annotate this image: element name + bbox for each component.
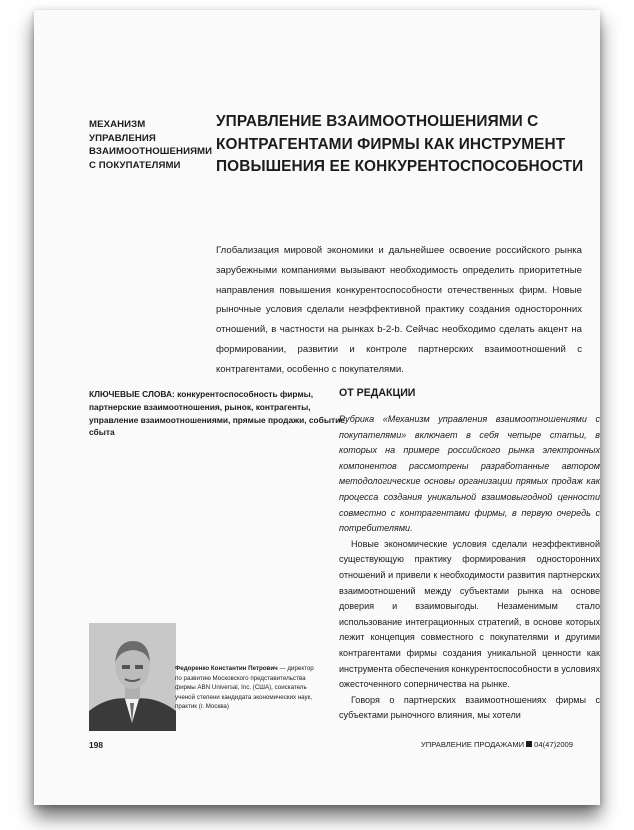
journal-name: УПРАВЛЕНИЕ ПРОДАЖАМИ [420,740,525,749]
editor-intro: Рубрика «Механизм управления взаимоотношениями с покупателями» включает в себя четыре статьи, в которых на примере российского рынка электронных компонентов рассмотрены разработанные автором методологические основы организации прямых продаж как процесса создания уникальной взаимовыгодной ценности совместно с контрагентами фирмы, в первую очередь с потребителями. [339,414,600,534]
editor-column [339,412,600,724]
rubric-label: МЕХАНИЗМ УПРАВЛЕНИЯ ВЗАИМООТНОШЕНИЯМИ С ПОКУПАТЕЛЯМИ [89,119,213,171]
author-portrait-icon [89,623,176,731]
keywords: КЛЮЧЕВЫЕ СЛОВА: конкурентоспособность фирмы, партнерские взаимоотношения, рынок, контрагенты, управление взаимоотношениями, прямые продажи, событие сбыта [89,389,345,438]
author-name: Федоренко Константин Петрович [175,665,278,672]
magazine-page [34,10,600,805]
body-paragraph-1: Новые экономические условия сделали неэффективной существующую практику формирования односторонних отношений и привели к необходимости развития партнерских взаимоотношений между субъектами рынка на основе доверия и взаимовыгоды. Незаменимым стало использование интеграционных стратегий, в основе которых лежит концепция совместного с покупателями и другими контрагентами фирмы создания уникальной ценности как инструмента обеспечения конкурентоспособности в условиях ожесточенного соперничества на рынке. [339,538,600,690]
body-paragraph-2: Говоря о партнерских взаимоотношениях фирмы с субъектами рыночного влияния, мы хотели [339,694,600,721]
lead-paragraph: Глобализация мировой экономики и дальнейшее освоение российского рынка зарубежными компаниями вызывают необходимость определить приоритетные направления повышения конкурентоспособности отечественных фирм. Новые рыночные условия сделали неэффективной практику создания односторонних отношений, в частности на рынках b-2-b. Сейчас необходимо сделать акцент на формировании, развитии и контроле партнерских взаимоотношений с контрагентами, особенно с покупателями. [216,245,582,375]
author-description: — директор по развитию Московского представительства фирмы ABN Universal, Inc. (США), соискатель ученой степени кандидата экономических наук, практик (г. Москва) [175,665,314,710]
journal-issue: 04(47)2009 [534,740,573,749]
author-photo [89,623,176,731]
article-title: УПРАВЛЕНИЕ ВЗАИМООТНОШЕНИЯМИ С КОНТРАГЕНТАМИ ФИРМЫ КАК ИНСТРУМЕНТ ПОВЫШЕНИЯ ЕЕ КОНКУРЕНТОСПОСОБНОСТИ [216,113,584,175]
author-bio [175,664,322,712]
page-number: 198 [89,740,103,750]
journal-footer [421,740,573,749]
square-bullet-icon [526,741,532,747]
editor-heading: ОТ РЕДАКЦИИ [339,387,416,399]
article-lead [216,241,582,380]
